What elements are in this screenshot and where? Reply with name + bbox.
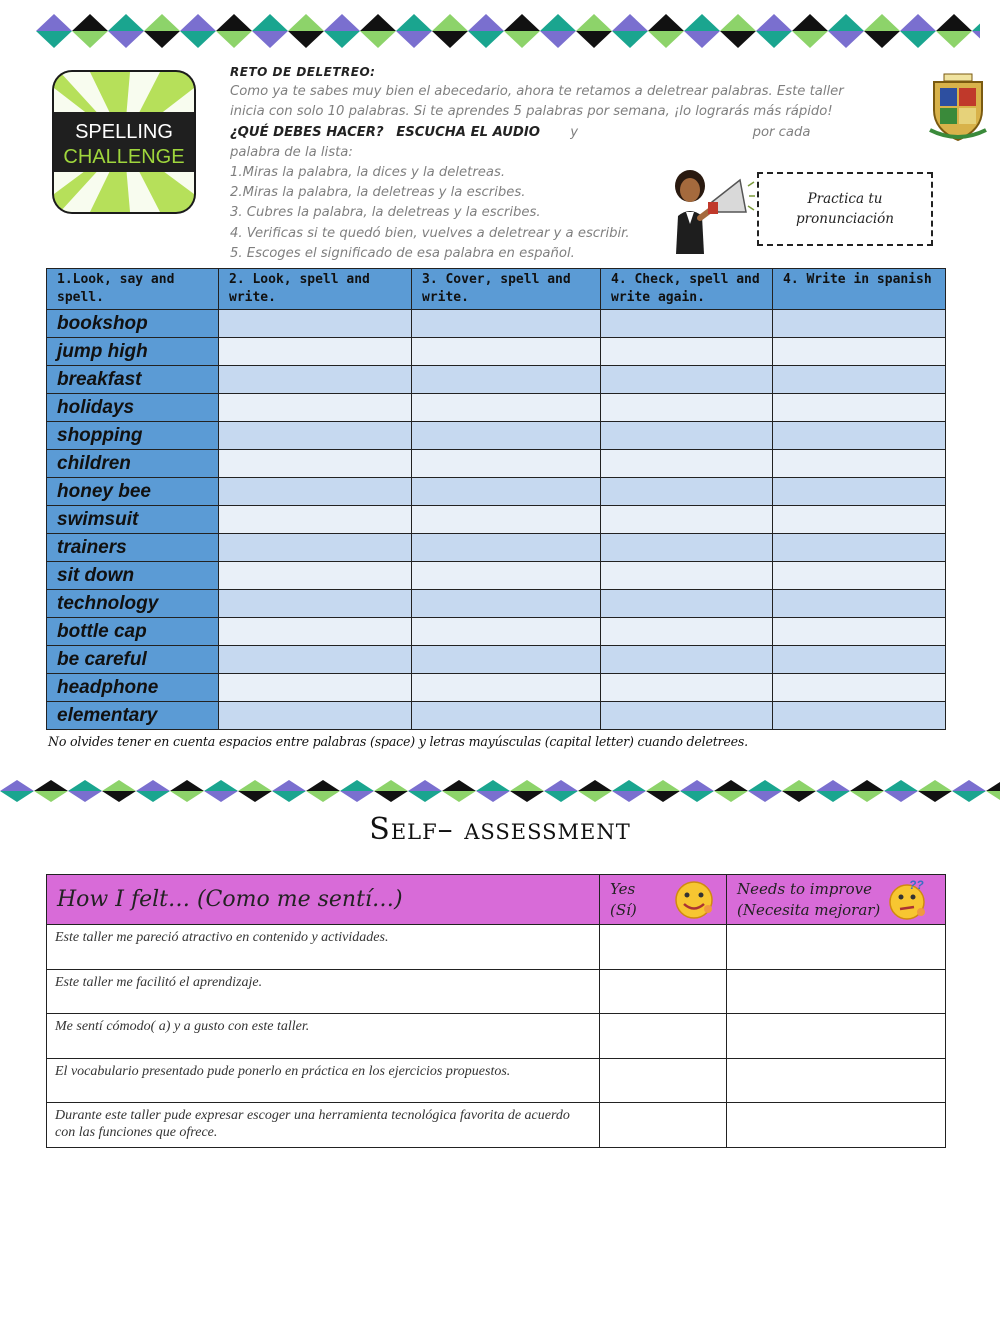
self-assessment-title: Self– assessment [369, 812, 631, 847]
answer-cell[interactable] [412, 506, 601, 534]
word-cell: honey bee [47, 478, 219, 506]
needs-improve-checkbox-cell[interactable] [727, 1058, 946, 1103]
answer-cell[interactable] [773, 394, 946, 422]
how-i-felt-header: How I felt… (Como me sentí…) [47, 875, 600, 925]
needs-improve-label-spanish: (Necesita mejorar) [737, 900, 881, 919]
smiley-face-icon [672, 879, 716, 921]
answer-cell[interactable] [601, 366, 773, 394]
answer-cell[interactable] [412, 646, 601, 674]
table-row [47, 366, 946, 394]
word-cell: headphone [47, 674, 219, 702]
spelling-table [46, 268, 946, 730]
intro-text: Como ya te sabes muy bien el abecedario, ahora te retamos a deletrear palabras. Este taller inicia con solo 10 palabras. Si te aprendes 5 palabras por semana, ¡lo lograrás más rápido! [230, 84, 844, 120]
thinking-face-icon [885, 879, 929, 921]
self-assessment-table [46, 874, 946, 1148]
for-each-text: por cada [752, 124, 811, 140]
list-intro: palabra de la lista: [230, 144, 353, 160]
answer-cell[interactable] [219, 702, 412, 730]
word-cell: shopping [47, 422, 219, 450]
answer-cell[interactable] [773, 618, 946, 646]
answer-cell[interactable] [773, 674, 946, 702]
what-to-do-question: ¿QUÉ DEBES HACER? [230, 124, 384, 140]
word-cell: technology [47, 590, 219, 618]
yes-checkbox-cell[interactable] [600, 1103, 727, 1148]
spelling-note: No olvides tener en cuenta espacios entre palabras (space) y letras mayúsculas (capital letter) cuando deletrees. [48, 734, 748, 749]
assessment-statement: Este taller me facilitó el aprendizaje. [47, 969, 600, 1014]
table-row [47, 394, 946, 422]
answer-cell[interactable] [219, 478, 412, 506]
answer-cell[interactable] [219, 338, 412, 366]
answer-cell[interactable] [219, 506, 412, 534]
answer-cell[interactable] [412, 534, 601, 562]
table-row [47, 422, 946, 450]
answer-cell[interactable] [773, 310, 946, 338]
step-2: 2.Miras la palabra, la deletreas y la escribes. [230, 185, 526, 201]
needs-improve-checkbox-cell[interactable] [727, 925, 946, 970]
answer-cell[interactable] [601, 394, 773, 422]
answer-cell[interactable] [601, 338, 773, 366]
answer-cell[interactable] [773, 506, 946, 534]
word-cell: bookshop [47, 310, 219, 338]
word-cell: jump high [47, 338, 219, 366]
yes-label-spanish: (Sí) [610, 900, 637, 919]
answer-cell[interactable] [773, 450, 946, 478]
needs-improve-checkbox-cell[interactable] [727, 1103, 946, 1148]
listen-audio-label: ESCUCHA EL AUDIO [396, 124, 540, 140]
answer-cell[interactable] [601, 618, 773, 646]
answer-cell[interactable] [601, 674, 773, 702]
needs-improve-header [727, 875, 946, 925]
table-row [47, 702, 946, 730]
table-row [47, 590, 946, 618]
table-row [47, 506, 946, 534]
assessment-row [47, 1058, 946, 1103]
answer-cell[interactable] [773, 366, 946, 394]
table-row [47, 674, 946, 702]
yes-header [600, 875, 727, 925]
answer-cell[interactable] [219, 590, 412, 618]
table-row [47, 478, 946, 506]
answer-cell[interactable] [601, 646, 773, 674]
needs-improve-checkbox-cell[interactable] [727, 969, 946, 1014]
word-cell: bottle cap [47, 618, 219, 646]
answer-cell[interactable] [412, 310, 601, 338]
answer-cell[interactable] [219, 366, 412, 394]
word-cell: elementary [47, 702, 219, 730]
spelling-table-header-row [47, 269, 946, 310]
column-header-look-spell-write: 2. Look, spell and write. [219, 269, 412, 310]
answer-cell[interactable] [601, 422, 773, 450]
answer-cell[interactable] [412, 590, 601, 618]
word-cell: children [47, 450, 219, 478]
logo-line-challenge: CHALLENGE [63, 146, 185, 168]
assessment-statement: Me sentí cómodo( a) y a gusto con este taller. [47, 1014, 600, 1059]
answer-cell[interactable] [601, 478, 773, 506]
answer-cell[interactable] [412, 394, 601, 422]
table-row [47, 618, 946, 646]
top-zigzag-border [36, 14, 980, 48]
word-cell: be careful [47, 646, 219, 674]
column-header-look-say-spell: 1.Look, say and spell. [47, 269, 219, 310]
challenge-title: RETO DE DELETREO: [230, 65, 376, 79]
assessment-row [47, 969, 946, 1014]
self-assessment-header-row [47, 875, 946, 925]
word-cell: sit down [47, 562, 219, 590]
what-to-do-line [230, 123, 870, 143]
answer-cell[interactable] [412, 366, 601, 394]
answer-cell[interactable] [601, 590, 773, 618]
answer-cell[interactable] [601, 506, 773, 534]
assessment-statement: Este taller me pareció atractivo en contenido y actividades. [47, 925, 600, 970]
word-cell: holidays [47, 394, 219, 422]
logo-line-spelling: SPELLING [75, 121, 173, 143]
column-header-cover-spell-write: 3. Cover, spell and write. [412, 269, 601, 310]
answer-cell[interactable] [773, 646, 946, 674]
step-5: 5. Escoges el significado de esa palabra en español. [230, 245, 575, 261]
answer-cell[interactable] [773, 478, 946, 506]
word-cell: swimsuit [47, 506, 219, 534]
answer-cell[interactable] [219, 422, 412, 450]
column-header-check-spell-write: 4. Check, spell and write again. [601, 269, 773, 310]
answer-cell[interactable] [773, 422, 946, 450]
answer-cell[interactable] [219, 450, 412, 478]
needs-improve-checkbox-cell[interactable] [727, 1014, 946, 1059]
answer-cell[interactable] [601, 310, 773, 338]
yes-label: Yes [610, 879, 636, 898]
answer-cell[interactable] [412, 338, 601, 366]
answer-cell[interactable] [412, 422, 601, 450]
and-word: y [570, 124, 579, 140]
answer-cell[interactable] [601, 450, 773, 478]
answer-cell[interactable] [773, 338, 946, 366]
needs-improve-label: Needs to improve [737, 879, 872, 898]
teacher-megaphone-icon [664, 166, 756, 256]
table-row [47, 450, 946, 478]
assessment-row [47, 1103, 946, 1148]
assessment-statement: El vocabulario presentado pude ponerlo en práctica en los ejercicios propuestos. [47, 1058, 600, 1103]
answer-cell[interactable] [412, 702, 601, 730]
answer-cell[interactable] [773, 534, 946, 562]
practice-pronunciation-box: Practica tu pronunciación [757, 172, 933, 246]
step-3: 3. Cubres la palabra, la deletreas y la escribes. [230, 205, 541, 221]
answer-cell[interactable] [773, 562, 946, 590]
answer-cell[interactable] [412, 450, 601, 478]
answer-cell[interactable] [601, 562, 773, 590]
table-row [47, 562, 946, 590]
answer-cell[interactable] [601, 534, 773, 562]
answer-cell[interactable] [219, 310, 412, 338]
step-1: 1.Miras la palabra, la dices y la deletreas. [230, 165, 506, 181]
answer-cell[interactable] [412, 478, 601, 506]
table-row [47, 310, 946, 338]
table-row [47, 646, 946, 674]
school-crest-icon [926, 72, 990, 144]
step-4: 4. Verificas si te quedó bien, vuelves a deletrear y a escribir. [230, 225, 630, 241]
middle-zigzag-border [0, 780, 1000, 802]
table-row [47, 534, 946, 562]
answer-cell[interactable] [219, 674, 412, 702]
yes-checkbox-cell[interactable] [600, 969, 727, 1014]
assessment-row [47, 1014, 946, 1059]
answer-cell[interactable] [412, 562, 601, 590]
answer-cell[interactable] [219, 646, 412, 674]
answer-cell[interactable] [219, 562, 412, 590]
answer-cell[interactable] [219, 394, 412, 422]
spelling-challenge-logo [50, 68, 198, 216]
yes-checkbox-cell[interactable] [600, 1014, 727, 1059]
answer-cell[interactable] [412, 618, 601, 646]
svg-text:??: ?? [909, 879, 924, 892]
answer-cell[interactable] [601, 702, 773, 730]
yes-checkbox-cell[interactable] [600, 925, 727, 970]
word-cell: trainers [47, 534, 219, 562]
word-cell: breakfast [47, 366, 219, 394]
assessment-row [47, 925, 946, 970]
answer-cell[interactable] [773, 702, 946, 730]
answer-cell[interactable] [219, 618, 412, 646]
answer-cell[interactable] [412, 674, 601, 702]
assessment-statement: Durante este taller pude expresar escoger una herramienta tecnológica favorita de acuerdo con las funciones que ofrece. [47, 1103, 600, 1148]
answer-cell[interactable] [773, 590, 946, 618]
yes-checkbox-cell[interactable] [600, 1058, 727, 1103]
column-header-write-spanish: 4. Write in spanish [773, 269, 946, 310]
answer-cell[interactable] [219, 534, 412, 562]
table-row [47, 338, 946, 366]
